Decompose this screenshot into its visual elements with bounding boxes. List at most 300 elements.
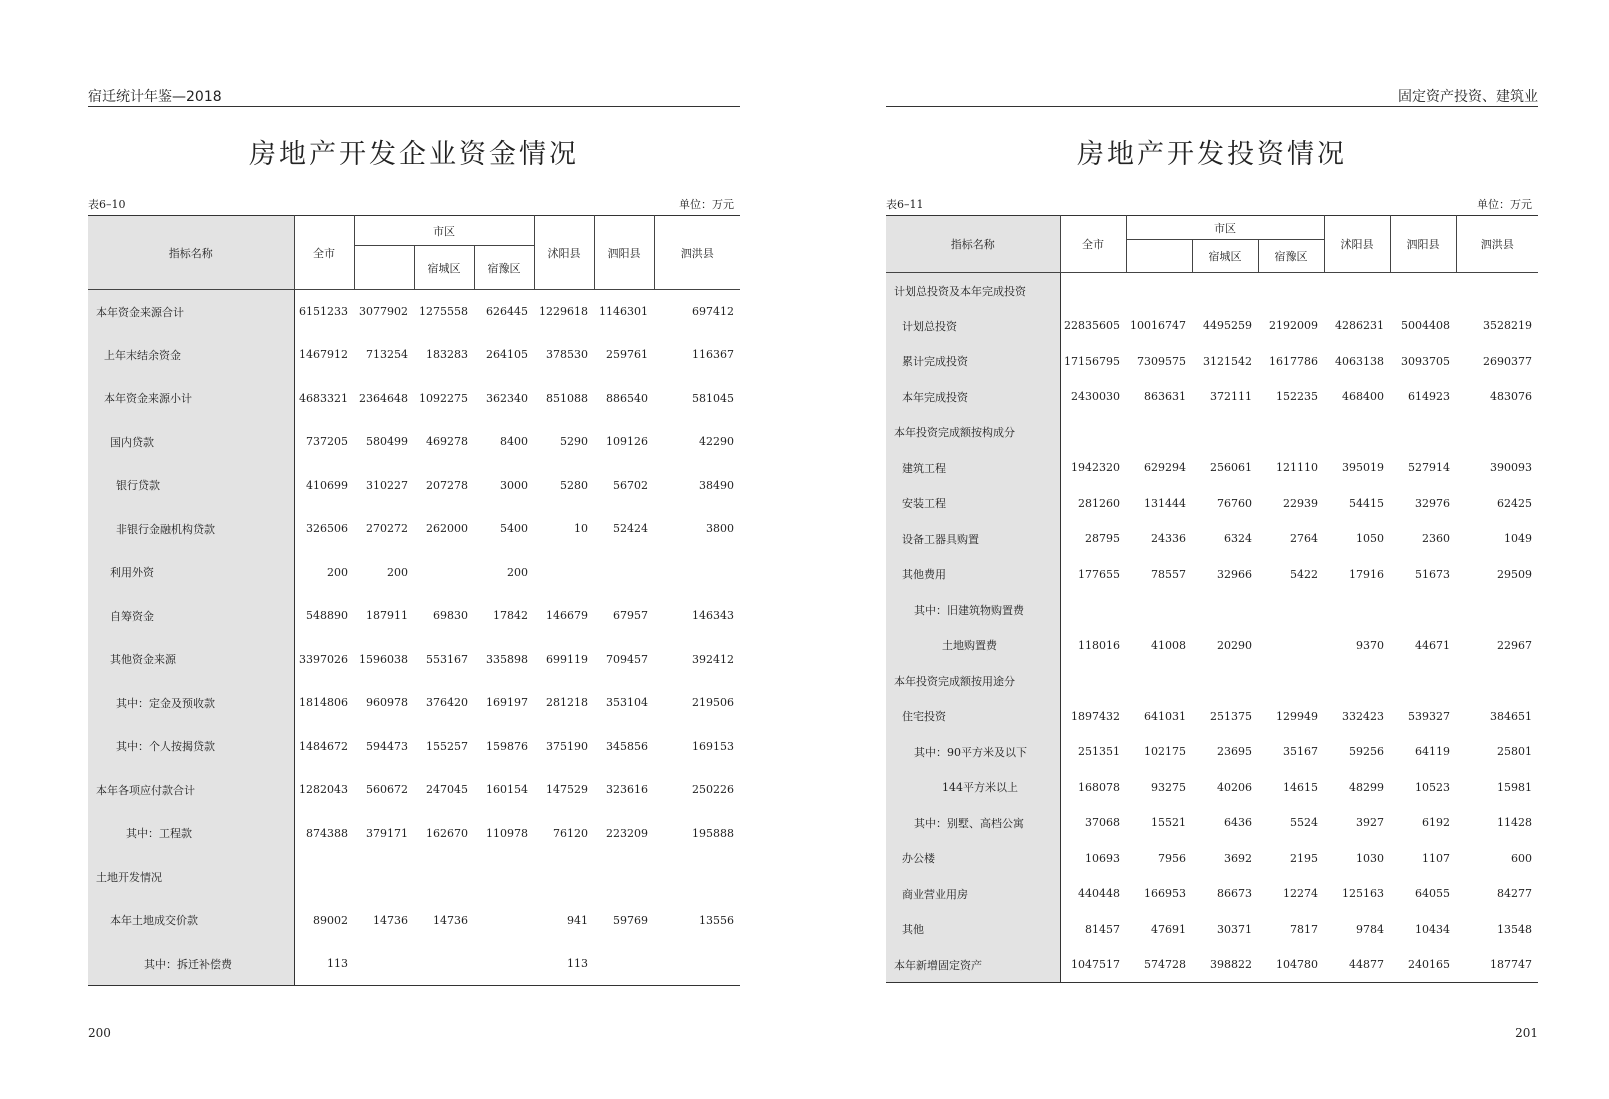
table-cell: 183283 bbox=[426, 348, 468, 362]
table-cell: 11428 bbox=[1497, 816, 1533, 830]
table-cell: 7309575 bbox=[1137, 354, 1186, 368]
table-cell: 147529 bbox=[546, 783, 589, 797]
table-cell: 187911 bbox=[366, 609, 408, 623]
table-row bbox=[88, 377, 740, 421]
header-all-city: 全市 bbox=[294, 216, 354, 290]
row-label: 利用外资 bbox=[88, 551, 294, 595]
row-label: 非银行金融机构贷款 bbox=[88, 507, 294, 551]
table-cell bbox=[654, 942, 740, 986]
table-cell: 10 bbox=[574, 522, 589, 536]
table-cell: 169197 bbox=[486, 696, 529, 710]
row-label: 其中：90平方米及以下 bbox=[886, 734, 1060, 770]
table-cell: 713254 bbox=[366, 348, 408, 362]
table-cell bbox=[594, 855, 654, 899]
table-cell: 17156795 bbox=[1064, 354, 1120, 368]
table-cell: 14736 bbox=[433, 913, 468, 927]
row-label: 本年资金来源小计 bbox=[88, 377, 294, 421]
row-label: 国内贷款 bbox=[88, 420, 294, 464]
table-cell: 1229618 bbox=[539, 305, 589, 318]
table-cell: 6324 bbox=[1224, 532, 1252, 546]
header-shuyang: 沭阳县 bbox=[1324, 216, 1390, 273]
table-cell: 109126 bbox=[606, 435, 649, 449]
table-cell bbox=[294, 855, 354, 899]
row-label: 其他 bbox=[886, 912, 1060, 948]
table-cell bbox=[1060, 415, 1126, 451]
table-cell bbox=[1192, 415, 1258, 451]
table-row bbox=[886, 628, 1538, 664]
table-cell bbox=[1060, 663, 1126, 699]
table-row bbox=[886, 450, 1538, 486]
table-cell: 56702 bbox=[613, 478, 649, 492]
row-label: 土地开发情况 bbox=[88, 855, 294, 899]
table-cell: 851088 bbox=[546, 391, 589, 405]
table-cell: 960978 bbox=[366, 696, 408, 710]
table-cell bbox=[1258, 592, 1324, 628]
table-cell: 28795 bbox=[1085, 532, 1120, 546]
table-cell: 539327 bbox=[1408, 709, 1451, 723]
table-row bbox=[886, 379, 1538, 415]
header-urban: 市区 bbox=[354, 216, 534, 246]
table-cell: 3077902 bbox=[359, 305, 408, 318]
row-label: 自筹资金 bbox=[88, 594, 294, 638]
table-cell: 410699 bbox=[306, 478, 348, 492]
table-cell: 69830 bbox=[433, 609, 468, 623]
table-cell bbox=[1126, 592, 1192, 628]
table-cell: 118016 bbox=[1078, 638, 1120, 652]
table-cell: 392412 bbox=[692, 652, 735, 666]
table-cell: 20290 bbox=[1217, 638, 1252, 652]
table-row bbox=[88, 725, 740, 769]
table-cell: 1146301 bbox=[599, 305, 649, 318]
row-label: 土地购置费 bbox=[886, 628, 1060, 664]
row-label: 其中：别墅、高档公寓 bbox=[886, 805, 1060, 841]
table-row bbox=[886, 308, 1538, 344]
funds-table-body bbox=[88, 290, 740, 986]
table-cell: 38490 bbox=[699, 478, 735, 492]
table-cell: 15981 bbox=[1497, 780, 1533, 794]
table-cell: 2430030 bbox=[1071, 390, 1120, 404]
table-cell bbox=[1390, 273, 1456, 309]
table-number: 表6–11 bbox=[886, 198, 924, 211]
table-cell: 1897432 bbox=[1071, 709, 1120, 723]
table-unit: 单位：万元 bbox=[1477, 198, 1532, 211]
funds-table bbox=[88, 215, 740, 986]
table-cell: 3397026 bbox=[299, 652, 348, 666]
table-cell: 697412 bbox=[692, 305, 735, 318]
table-cell: 9784 bbox=[1356, 922, 1385, 936]
table-cell: 3927 bbox=[1356, 816, 1385, 830]
table-cell: 5422 bbox=[1290, 567, 1319, 581]
table-row bbox=[88, 899, 740, 943]
table-cell: 22835605 bbox=[1064, 319, 1120, 333]
table-cell: 247045 bbox=[426, 783, 468, 797]
table-cell: 4495259 bbox=[1203, 319, 1252, 333]
table-cell: 2764 bbox=[1290, 532, 1319, 546]
table-cell: 560672 bbox=[366, 783, 408, 797]
table-cell: 76760 bbox=[1217, 496, 1252, 510]
table-cell: 159876 bbox=[486, 739, 529, 753]
table-row bbox=[88, 681, 740, 725]
table-cell: 64055 bbox=[1415, 887, 1451, 901]
table-cell: 3093705 bbox=[1401, 354, 1451, 368]
investment-table-body bbox=[886, 273, 1538, 983]
table-cell: 7956 bbox=[1158, 851, 1186, 865]
table-cell: 51673 bbox=[1415, 567, 1451, 581]
table-cell: 102175 bbox=[1144, 745, 1186, 759]
table-cell: 35167 bbox=[1283, 745, 1319, 759]
table-cell bbox=[354, 855, 414, 899]
table-cell: 372111 bbox=[1210, 390, 1252, 404]
row-label: 本年新增固定资产 bbox=[886, 947, 1060, 983]
table-cell: 375190 bbox=[546, 739, 589, 753]
table-row bbox=[886, 912, 1538, 948]
table-cell bbox=[1324, 663, 1390, 699]
table-cell bbox=[1456, 592, 1538, 628]
table-cell: 37068 bbox=[1085, 816, 1120, 830]
table-cell: 1942320 bbox=[1071, 461, 1120, 475]
table-row bbox=[886, 273, 1538, 309]
table-cell: 168078 bbox=[1078, 780, 1120, 794]
table-cell bbox=[1324, 273, 1390, 309]
table-row bbox=[886, 770, 1538, 806]
page-number: 200 bbox=[88, 1026, 111, 1040]
table-cell: 110978 bbox=[486, 826, 529, 840]
table-number: 表6–10 bbox=[88, 198, 126, 211]
table-cell bbox=[1390, 592, 1456, 628]
table-cell: 116367 bbox=[692, 348, 735, 362]
table-cell bbox=[1192, 273, 1258, 309]
table-cell: 17842 bbox=[493, 609, 529, 623]
table-cell: 440448 bbox=[1078, 887, 1120, 901]
table-cell: 32976 bbox=[1415, 496, 1451, 510]
table-cell: 886540 bbox=[606, 391, 649, 405]
table-row bbox=[88, 333, 740, 377]
table-cell: 600 bbox=[1511, 851, 1533, 865]
page-title: 房地产开发投资情况 bbox=[1077, 139, 1347, 170]
row-label: 其中：旧建筑物购置费 bbox=[886, 592, 1060, 628]
table-cell: 59256 bbox=[1349, 745, 1385, 759]
row-label: 其中：个人按揭贷款 bbox=[88, 725, 294, 769]
table-cell: 15521 bbox=[1151, 816, 1186, 830]
table-cell bbox=[654, 855, 740, 899]
table-cell bbox=[414, 942, 474, 986]
table-cell: 32966 bbox=[1217, 567, 1252, 581]
table-cell: 548890 bbox=[306, 609, 348, 623]
table-cell: 1484672 bbox=[299, 739, 348, 753]
table-cell: 3692 bbox=[1224, 851, 1252, 865]
left-page bbox=[88, 0, 740, 1099]
table-cell: 580499 bbox=[366, 435, 408, 449]
row-label: 其他资金来源 bbox=[88, 638, 294, 682]
table-cell: 1030 bbox=[1356, 851, 1385, 865]
row-label: 其中：工程款 bbox=[88, 812, 294, 856]
table-row bbox=[88, 768, 740, 812]
table-row bbox=[886, 805, 1538, 841]
table-cell bbox=[594, 551, 654, 595]
table-cell: 270272 bbox=[366, 522, 408, 536]
table-cell: 1814806 bbox=[299, 696, 348, 710]
row-label: 设备工器具购置 bbox=[886, 521, 1060, 557]
table-cell: 1092275 bbox=[419, 391, 468, 405]
table-cell: 93275 bbox=[1151, 780, 1186, 794]
table-cell: 390093 bbox=[1490, 461, 1533, 475]
table-cell: 125163 bbox=[1342, 887, 1385, 901]
table-cell: 3000 bbox=[500, 478, 529, 492]
table-cell bbox=[414, 551, 474, 595]
table-cell: 166953 bbox=[1144, 887, 1186, 901]
table-cell: 3800 bbox=[706, 522, 735, 536]
table-cell: 326506 bbox=[306, 522, 348, 536]
row-label: 建筑工程 bbox=[886, 450, 1060, 486]
table-cell: 2360 bbox=[1422, 532, 1451, 546]
row-label: 本年完成投资 bbox=[886, 379, 1060, 415]
table-cell bbox=[1192, 663, 1258, 699]
table-cell bbox=[654, 551, 740, 595]
table-cell: 10693 bbox=[1085, 851, 1120, 865]
table-cell: 14615 bbox=[1283, 780, 1319, 794]
table-cell: 13548 bbox=[1497, 922, 1533, 936]
table-cell: 104780 bbox=[1276, 958, 1319, 971]
table-cell: 3528219 bbox=[1483, 319, 1533, 333]
table-cell: 169153 bbox=[692, 739, 735, 753]
table-cell bbox=[1126, 273, 1192, 309]
table-cell: 5280 bbox=[560, 478, 589, 492]
table-cell bbox=[1324, 415, 1390, 451]
table-cell: 281218 bbox=[546, 696, 589, 710]
table-cell bbox=[534, 551, 594, 595]
table-cell: 1596038 bbox=[359, 652, 408, 666]
table-cell: 10016747 bbox=[1130, 319, 1186, 333]
table-cell: 78557 bbox=[1151, 567, 1186, 581]
table-row bbox=[886, 592, 1538, 628]
header-siyang: 泗阳县 bbox=[594, 216, 654, 290]
table-cell: 22967 bbox=[1497, 638, 1533, 652]
table-row bbox=[88, 290, 740, 334]
table-cell: 67957 bbox=[613, 609, 649, 623]
table-row bbox=[88, 942, 740, 986]
table-cell: 86673 bbox=[1217, 887, 1252, 901]
running-head-text: 宿迁统计年鉴—2018 bbox=[88, 89, 222, 105]
table-cell: 1049 bbox=[1504, 532, 1533, 546]
table-cell: 48299 bbox=[1349, 780, 1385, 794]
table-cell: 200 bbox=[387, 565, 408, 579]
table-cell: 335898 bbox=[486, 652, 529, 666]
row-label: 计划总投资 bbox=[886, 308, 1060, 344]
table-cell bbox=[474, 942, 534, 986]
table-cell: 177655 bbox=[1078, 567, 1120, 581]
row-label: 本年资金来源合计 bbox=[88, 290, 294, 334]
table-cell: 468400 bbox=[1342, 390, 1385, 404]
row-label: 安装工程 bbox=[886, 486, 1060, 522]
table-cell: 395019 bbox=[1342, 461, 1385, 475]
header-suyu: 宿豫区 bbox=[474, 246, 534, 290]
table-cell: 9370 bbox=[1356, 638, 1385, 652]
row-label: 其中：定金及预收款 bbox=[88, 681, 294, 725]
table-cell bbox=[1192, 592, 1258, 628]
table-row bbox=[88, 812, 740, 856]
table-cell: 146679 bbox=[546, 609, 589, 623]
header-sihong: 泗洪县 bbox=[654, 216, 740, 290]
table-cell: 30371 bbox=[1217, 922, 1252, 936]
running-head bbox=[886, 84, 1538, 107]
table-cell: 200 bbox=[507, 565, 529, 579]
row-label: 银行贷款 bbox=[88, 464, 294, 508]
table-cell: 941 bbox=[567, 913, 589, 927]
table-cell: 162670 bbox=[426, 826, 468, 840]
table-cell: 113 bbox=[327, 957, 348, 970]
table-cell: 553167 bbox=[426, 652, 468, 666]
table-unit: 单位：万元 bbox=[679, 198, 734, 211]
table-cell: 594473 bbox=[366, 739, 408, 753]
table-cell: 699119 bbox=[546, 652, 589, 666]
table-cell: 129949 bbox=[1276, 709, 1319, 723]
table-row bbox=[886, 734, 1538, 770]
table-row bbox=[886, 344, 1538, 380]
table-cell: 6151233 bbox=[299, 305, 348, 318]
running-head-text: 固定资产投资、建筑业 bbox=[1398, 89, 1538, 105]
table-cell: 527914 bbox=[1408, 461, 1451, 475]
table-cell: 240165 bbox=[1408, 958, 1451, 971]
table-cell: 581045 bbox=[692, 391, 735, 405]
table-cell: 14736 bbox=[373, 913, 408, 927]
table-cell: 4286231 bbox=[1335, 319, 1385, 333]
table-cell: 353104 bbox=[606, 696, 649, 710]
table-cell: 52424 bbox=[613, 522, 649, 536]
table-cell: 6436 bbox=[1224, 816, 1252, 830]
table-cell: 40206 bbox=[1217, 780, 1252, 794]
table-cell: 2364648 bbox=[359, 391, 408, 405]
table-cell: 1282043 bbox=[299, 783, 348, 797]
table-cell: 160154 bbox=[486, 783, 529, 797]
table-cell: 6192 bbox=[1422, 816, 1451, 830]
header-shuyang: 沭阳县 bbox=[534, 216, 594, 290]
table-cell: 332423 bbox=[1342, 709, 1385, 723]
table-cell: 251351 bbox=[1078, 745, 1120, 759]
table-cell: 345856 bbox=[606, 739, 649, 753]
table-cell bbox=[1126, 663, 1192, 699]
table-row bbox=[88, 638, 740, 682]
table-cell: 1275558 bbox=[419, 305, 468, 318]
table-row bbox=[886, 663, 1538, 699]
table-cell: 863631 bbox=[1144, 390, 1186, 404]
table-cell: 4683321 bbox=[299, 391, 348, 405]
row-label: 其他费用 bbox=[886, 557, 1060, 593]
table-row bbox=[88, 551, 740, 595]
table-cell: 874388 bbox=[306, 826, 348, 840]
running-head bbox=[88, 84, 740, 107]
table-row bbox=[886, 486, 1538, 522]
row-label: 本年投资完成额按构成分 bbox=[886, 415, 1060, 451]
row-label: 本年土地成交价款 bbox=[88, 899, 294, 943]
table-cell: 25801 bbox=[1497, 745, 1533, 759]
table-cell bbox=[474, 899, 534, 943]
table-cell: 10523 bbox=[1415, 780, 1451, 794]
header-sucheng: 宿城区 bbox=[1192, 240, 1258, 273]
table-row bbox=[88, 420, 740, 464]
table-cell: 259761 bbox=[606, 348, 649, 362]
table-row bbox=[88, 594, 740, 638]
table-cell: 4063138 bbox=[1335, 354, 1385, 368]
table-cell: 219506 bbox=[692, 696, 735, 710]
header-suyu: 宿豫区 bbox=[1258, 240, 1324, 273]
table-cell bbox=[1456, 273, 1538, 309]
table-cell: 76120 bbox=[553, 826, 589, 840]
table-cell: 41008 bbox=[1151, 638, 1186, 652]
table-cell: 5004408 bbox=[1401, 319, 1451, 333]
header-sucheng: 宿城区 bbox=[414, 246, 474, 290]
table-cell bbox=[1258, 628, 1324, 664]
table-cell bbox=[1126, 415, 1192, 451]
table-cell: 152235 bbox=[1276, 390, 1319, 404]
table-cell: 709457 bbox=[606, 652, 649, 666]
table-cell: 574728 bbox=[1144, 958, 1186, 971]
table-cell: 146343 bbox=[692, 609, 735, 623]
table-cell: 5400 bbox=[500, 522, 529, 536]
table-cell: 200 bbox=[327, 565, 348, 579]
table-row bbox=[88, 507, 740, 551]
table-cell: 22939 bbox=[1283, 496, 1319, 510]
table-cell bbox=[1456, 663, 1538, 699]
table-cell: 379171 bbox=[366, 826, 408, 840]
table-cell bbox=[354, 942, 414, 986]
table-cell: 121110 bbox=[1276, 461, 1319, 475]
right-page bbox=[886, 0, 1538, 1099]
table-cell bbox=[1390, 663, 1456, 699]
table-cell bbox=[1456, 415, 1538, 451]
table-cell: 626445 bbox=[486, 305, 529, 318]
header-sihong: 泗洪县 bbox=[1456, 216, 1538, 273]
table-cell: 323616 bbox=[606, 783, 649, 797]
table-cell: 398822 bbox=[1210, 958, 1252, 971]
row-label: 累计完成投资 bbox=[886, 344, 1060, 380]
table-cell bbox=[1390, 415, 1456, 451]
row-label: 其中：拆迁补偿费 bbox=[88, 942, 294, 986]
table-cell: 7817 bbox=[1290, 922, 1319, 936]
table-cell: 256061 bbox=[1210, 461, 1252, 475]
table-cell: 376420 bbox=[426, 696, 468, 710]
table-cell: 47691 bbox=[1151, 922, 1186, 936]
table-cell: 44877 bbox=[1349, 958, 1385, 971]
table-cell: 42290 bbox=[699, 435, 735, 449]
table-cell: 3121542 bbox=[1203, 354, 1252, 368]
table-cell: 2195 bbox=[1290, 851, 1319, 865]
table-cell: 29509 bbox=[1497, 567, 1533, 581]
table-cell: 64119 bbox=[1415, 745, 1451, 759]
table-cell: 195888 bbox=[692, 826, 735, 840]
table-cell bbox=[594, 942, 654, 986]
table-cell: 264105 bbox=[486, 348, 529, 362]
table-cell: 81457 bbox=[1085, 922, 1120, 936]
table-row bbox=[886, 699, 1538, 735]
table-cell bbox=[1258, 273, 1324, 309]
table-cell: 10434 bbox=[1415, 922, 1451, 936]
table-cell: 155257 bbox=[426, 739, 468, 753]
table-cell: 250226 bbox=[692, 783, 735, 797]
table-cell: 89002 bbox=[313, 913, 348, 927]
header-all-city: 全市 bbox=[1060, 216, 1126, 273]
table-cell: 131444 bbox=[1144, 496, 1186, 510]
row-label: 计划总投资及本年完成投资 bbox=[886, 273, 1060, 309]
table-cell: 310227 bbox=[366, 478, 408, 492]
table-cell bbox=[414, 855, 474, 899]
header-urban-sub bbox=[354, 246, 414, 290]
header-indicator-name: 指标名称 bbox=[886, 216, 1060, 273]
table-row bbox=[886, 521, 1538, 557]
table-row bbox=[886, 947, 1538, 983]
table-cell: 8400 bbox=[500, 435, 529, 449]
header-urban: 市区 bbox=[1126, 216, 1324, 240]
table-cell: 1047517 bbox=[1071, 958, 1120, 971]
